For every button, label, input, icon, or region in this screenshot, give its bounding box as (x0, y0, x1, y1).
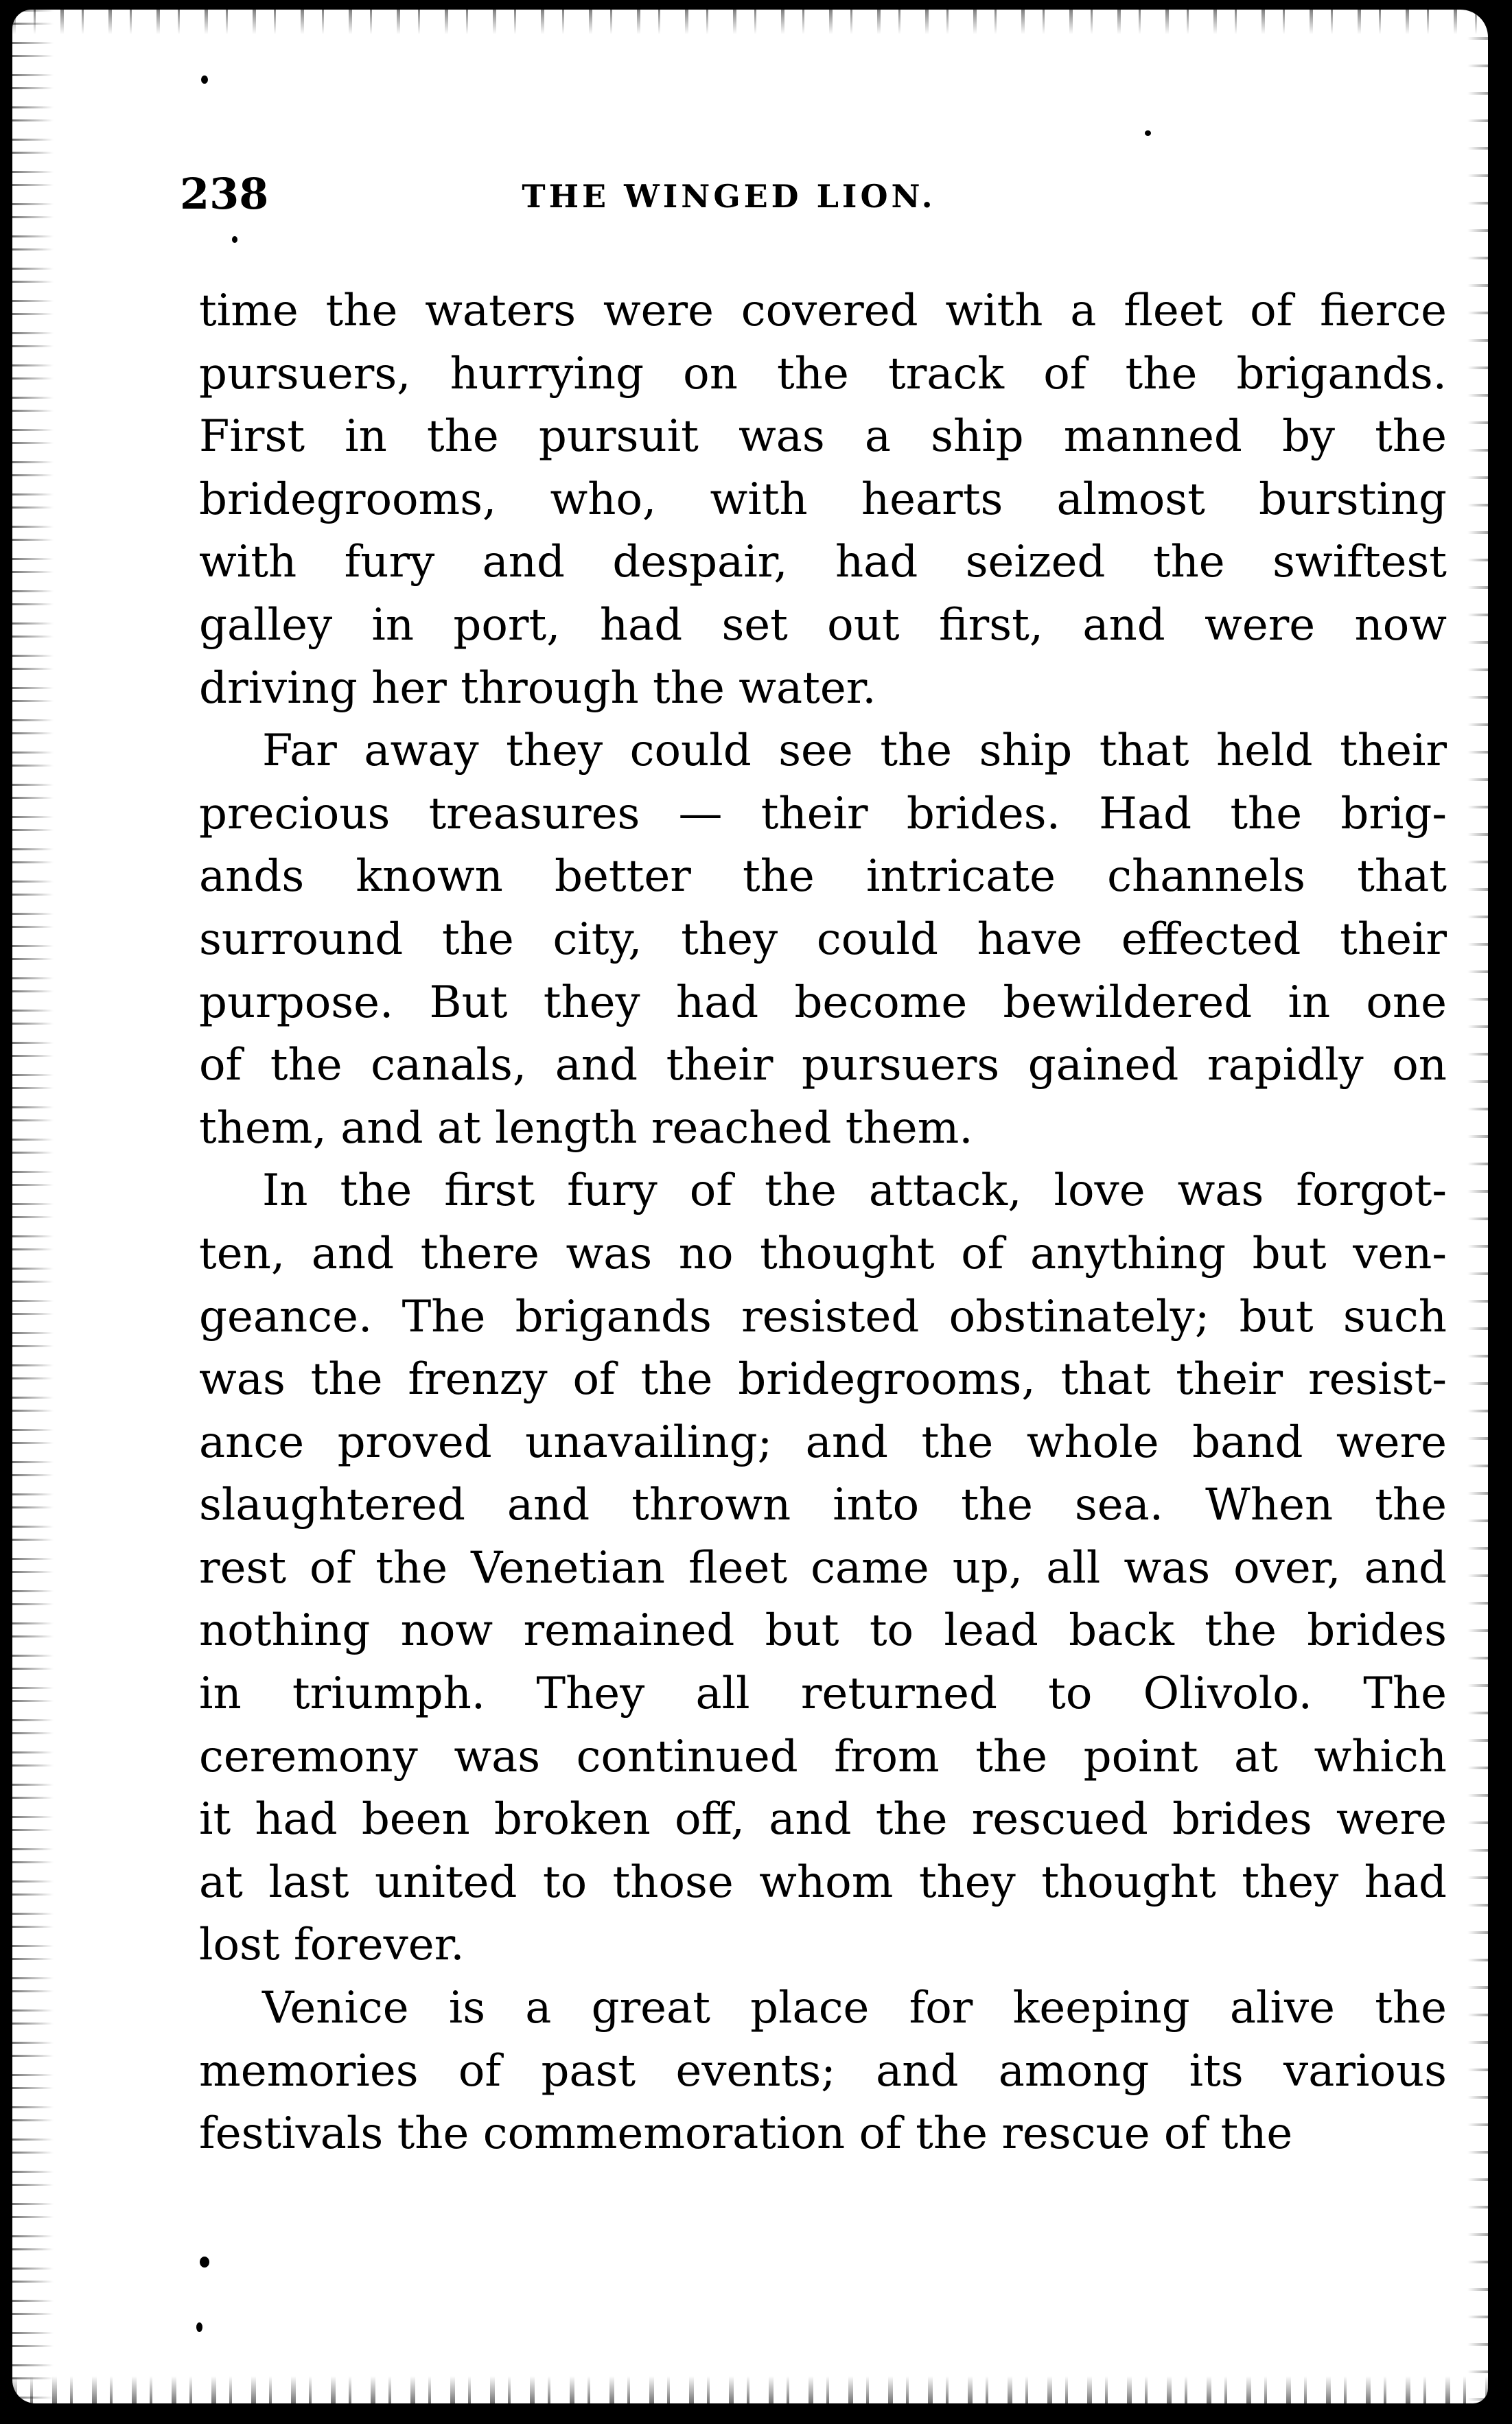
text-line: it had been broken off, and the rescued brides were (199, 1794, 1447, 1845)
scan-speck (196, 2322, 202, 2332)
text-line: In the first fury of the attack, love was forgot- (262, 1165, 1447, 1217)
paragraph (199, 280, 1447, 720)
text-line: slaughtered and thrown into the sea. When the (199, 1480, 1447, 1531)
text-line: ceremony was continued from the point at which (199, 1731, 1447, 1782)
running-title: THE WINGED LION. (522, 178, 936, 215)
scan-speck (1145, 130, 1151, 136)
text-line: purpose. But they had become bewildered in one (199, 977, 1447, 1028)
paragraph (199, 720, 1447, 1160)
text-line: lost forever. (199, 1920, 465, 1971)
scan-edge-right (1467, 10, 1488, 2403)
scan-edge-top (12, 10, 1488, 34)
scan-edge-bottom (12, 2376, 1488, 2403)
scan-edge-left (12, 10, 54, 2403)
text-line: Far away they could see the ship that held their (262, 725, 1447, 777)
text-line: ance proved unavailing; and the whole band were (199, 1417, 1447, 1468)
text-line: was the frenzy of the bridegrooms, that their resist- (199, 1354, 1447, 1406)
text-line: memories of past events; and among its various (199, 2045, 1447, 2097)
text-line: First in the pursuit was a ship manned by the (199, 411, 1447, 463)
text-line: surround the city, they could have effected their (199, 913, 1447, 965)
text-line: ten, and there was no thought of anything but ven- (199, 1228, 1447, 1279)
text-line: driving her through the water. (199, 662, 876, 714)
running-head (180, 163, 1456, 225)
text-line: at last united to those whom they thought they had (199, 1856, 1447, 1908)
text-line: nothing now remained but to lead back the brides (199, 1605, 1447, 1657)
text-line: precious treasures — their brides. Had the brig- (199, 788, 1447, 839)
scan-speck (200, 2257, 209, 2268)
paragraph (199, 1160, 1447, 1977)
text-line: of the canals, and their pursuers gained rapidly on (199, 1040, 1447, 1091)
page-number: 238 (180, 169, 269, 219)
scan-speck (201, 75, 208, 84)
text-line: in triumph. They all returned to Olivolo. The (199, 1668, 1447, 1720)
text-line: pursuers, hurrying on the track of the brigands. (199, 348, 1447, 399)
paragraph (199, 1977, 1447, 2166)
scan-speck (232, 236, 237, 243)
text-line: bridegrooms, who, with hearts almost bursting (199, 474, 1447, 525)
text-line: festivals the commemoration of the rescue of the (199, 2108, 1293, 2160)
text-line: Venice is a great place for keeping alive the (262, 1983, 1447, 2034)
text-line: rest of the Venetian fleet came up, all was over, and (199, 1542, 1447, 1594)
text-line: galley in port, had set out first, and were now (199, 599, 1447, 651)
text-line: time the waters were covered with a fleet of fierce (199, 285, 1447, 336)
text-line: geance. The brigands resisted obstinately; but such (199, 1291, 1447, 1342)
body-text (199, 280, 1447, 2166)
text-line: with fury and despair, had seized the swiftest (199, 537, 1447, 588)
text-line: ands known better the intricate channels that (199, 851, 1447, 902)
text-line: them, and at length reached them. (199, 1102, 973, 1154)
